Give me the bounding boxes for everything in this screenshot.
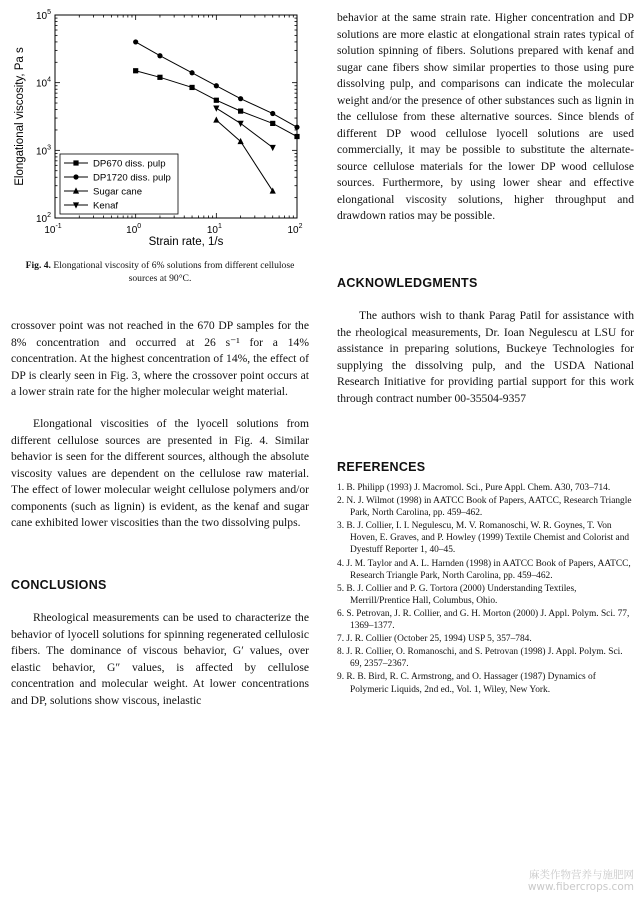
y-axis-label: Elongational viscosity, Pa s [14,47,26,186]
x-tick-label: $10^2$ [287,223,303,236]
figure-caption [11,259,309,285]
caption-text: Elongational viscosity of 6% solutions from different cellulose sources at 90°C. [53,260,295,284]
reference-item: 2. N. J. Wilmot (1998) in AATCC Book of Papers, AATCC, Research Triangle Park, North Carolina, pp. 459–462. [337,496,632,519]
legend-label: DP670 diss. pulp [93,158,166,170]
caption-label: Fig. 4. [25,260,51,271]
data-point-series-1 [157,75,162,80]
y-tick-label: $10^2$ [35,212,51,225]
references-heading: REFERENCES [337,460,426,474]
acknowledgments-heading: ACKNOWLEDGMENTS [337,276,478,290]
left-para-2: Elongational viscosities of the lyocell solutions from different cellulose sources are presented in Fig. 4. Similar behavior is seen for the different sources, although the absolute viscosity values are dependent on the cellulose raw material. The effect of lower molecular weight cellulose polymers and/or components (such as lignin) is evident, as the kenaf and sugar cane exhibited lower viscosities than the two dissolving pulps. [11,417,309,529]
data-point-series-2 [270,111,275,116]
legend-label: Kenaf [93,200,119,212]
x-tick-label: $10^1$ [206,223,222,236]
legend-marker [73,160,78,165]
watermark [528,869,634,893]
legend-marker [73,174,78,179]
legend-label: DP1720 diss. pulp [93,172,171,184]
x-tick-label: $10^{-1}$ [44,223,62,236]
right-para-1: behavior at the same strain rate. Higher concentration and DP solutions are more elastic at elongational strain rates typical of solution spinning of fibers. Solutions prepared with kenaf and sugar cane fibers show similar properties to those using pure dissolving pulp, and comparisons can indicate the molecular weight and/or the presence of other substances such as lignin in the cellulose from these alternative sources. Since blends of different DP wood cellulose lyocell solutions are used commercially, it may be possible to substitute the alternate-source cellulose materials for the lower DP wood cellulose sources. Furthermore, by using lower shear and effective elongational viscosity solutions, higher throughput and drawdown ratios may be possible. [337,11,634,222]
watermark-line-2: www.fibercrops.com [527,881,634,893]
left-para-1: crossover point was not reached in the 670 DP samples for the 8% concentration and occurred at 26 s⁻¹ for a 14% concentration. At the highest concentration of 14%, the effect of DP is clearly seen in Fig. 3, where the crossover point occurs at a lower strain rate for the higher molecular weight material. [11,319,309,398]
viscosity-chart [11,0,309,255]
y-tick-label: $10^4$ [35,76,51,90]
reference-item: 8. J. R. Collier, O. Romanoschi, and S. Petrovan (1998) J. Appl. Polym. Sci. 69, 2357–2367. [337,647,623,670]
y-tick-label: $10^5$ [35,9,51,22]
data-point-series-1 [214,98,219,103]
data-point-series-2 [157,53,162,58]
reference-item: 5. B. J. Collier and P. G. Tortora (2000) Understanding Textiles, Merrill/Prentice Hall, Columbus, Ohio. [337,583,577,606]
y-tick-label: $10^3$ [35,144,51,158]
watermark-line-1: 麻类作物营养与施肥网 [529,869,634,881]
data-point-series-1 [238,109,243,114]
data-point-series-2 [238,96,243,101]
reference-item: 7. J. R. Collier (October 25, 1994) USP 5, 357–784. [337,634,532,645]
reference-item: 4. J. M. Taylor and A. L. Harnden (1998) in AATCC Book of Papers, AATCC, Research Triangle Park, North Carolina, pp. 459–462. [337,558,631,581]
data-point-series-1 [133,68,138,73]
data-point-series-1 [189,85,194,90]
acknowledgments-paragraph: The authors wish to thank Parag Patil for assistance with the rheological measurements, Dr. Ioan Negulescu at LSU for assistance in preparing solutions, Buckeye Technologies for supplying the dissolving pulp, and the USDA National Research Initiative for providing partial support for this work through contract number 00-35504-9357 [337,309,634,405]
legend-label: Sugar cane [93,186,143,198]
data-point-series-1 [270,121,275,126]
data-point-series-2 [214,83,219,88]
data-point-series-2 [133,39,138,44]
reference-item: 9. R. B. Bird, R. C. Armstrong, and O. Hassager (1987) Dynamics of Polymeric Liquids, 2nd ed., Vol. 1, Wiley, New York. [337,672,596,695]
x-tick-label: $10^0$ [126,223,142,236]
data-point-series-1 [294,134,299,139]
conclusions-heading: CONCLUSIONS [11,578,107,592]
data-point-series-2 [294,125,299,130]
references-list [337,482,634,697]
reference-item: 1. B. Philipp (1993) J. Macromol. Sci., Pure Appl. Chem. A30, 703–714. [337,483,611,493]
data-point-series-2 [189,70,194,75]
reference-item: 6. S. Petrovan, J. R. Collier, and G. H. Morton (2000) J. Appl. Polym. Sci. 77, 1369–1377. [337,608,630,632]
conclusions-paragraph: Rheological measurements can be used to characterize the behavior of lyocell solutions for spinning regenerated cellulosic fibers. The dominance of viscous behavior, G′ values, over elastic behavior, G″ values, is affected by cellulose concentration and molecular weight. At lower concentrations and DP, solutions show viscous, inelastic [11,611,309,707]
reference-item: 3. B. J. Collier, I. I. Negulescu, M. V. Romanoschi, W. R. Goynes, T. Von Hoven, E. Graves, and P. Howley (1999) Textile Chemist and Colorist and Dyestuff Reporter 1, 40–45. [337,521,630,556]
figure-4 [11,0,309,255]
x-axis-label: Strain rate, 1/s [148,236,224,248]
